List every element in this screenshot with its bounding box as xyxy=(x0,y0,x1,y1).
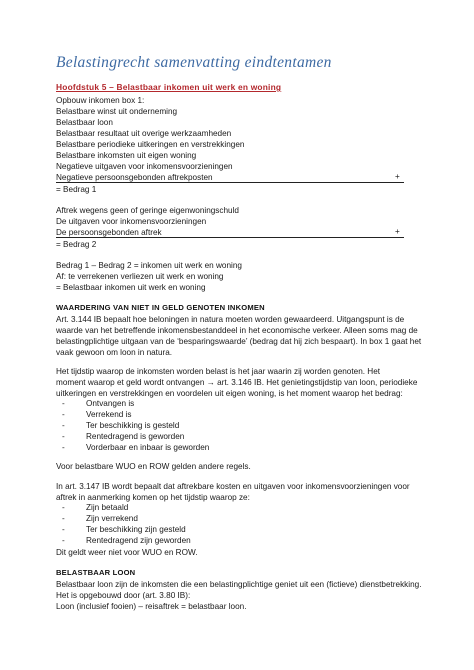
box1-item: Belastbare inkomsten uit eigen woning xyxy=(56,151,197,160)
list-item: Zijn verrekend xyxy=(86,514,138,523)
bedrag-2: = Bedrag 2 xyxy=(56,240,97,249)
list-item: Verrekend is xyxy=(86,410,132,419)
box1-label: Opbouw inkomen box 1: xyxy=(56,96,145,105)
document-title: Belastingrecht samenvatting eindtentamen xyxy=(56,54,332,71)
bedrag-1: = Bedrag 1 xyxy=(56,185,97,194)
paragraph-line: moment waarop et geld wordt ontvangen → art. 3.146 IB. Het genietingstijdstip van loon, periodieke xyxy=(56,378,418,387)
paragraph-line: Voor belastbare WUO en ROW gelden andere regels. xyxy=(56,462,251,471)
summary-line: Bedrag 1 – Bedrag 2 = inkomen uit werk en woning xyxy=(56,261,242,270)
list-item: Rentedragend zijn geworden xyxy=(86,536,191,545)
section-heading-waardering: WAARDERING VAN NIET IN GELD GENOTEN INKOMEN xyxy=(56,303,265,312)
section-heading-loon: BELASTBAAR LOON xyxy=(56,568,136,577)
box1-item: Negatieve uitgaven voor inkomensvoorzieningen xyxy=(56,162,233,171)
summary-line: = Belastbaar inkomen uit werk en woning xyxy=(56,283,206,292)
bullet-dash: - xyxy=(62,432,65,441)
list-item: Zijn betaald xyxy=(86,503,129,512)
box1-item: Belastbare winst uit onderneming xyxy=(56,107,178,116)
plus-sign: + xyxy=(395,227,400,236)
list-item: Ter beschikking is gesteld xyxy=(86,421,180,430)
paragraph-line: uitkeringen en verstrekkingen en voordelen uit eigen woning, is het moment waarop het bedrag: xyxy=(56,389,403,398)
paragraph-line: Het tijdstip waarop de inkomsten worden belast is het jaar waarin zij worden genoten. Het xyxy=(56,367,381,376)
paragraph-line: Loon (inclusief fooien) – reisaftrek = belastbaar loon. xyxy=(56,602,247,611)
bullet-dash: - xyxy=(62,399,65,408)
sum-rule xyxy=(56,182,404,183)
list-item: Ter beschikking zijn gesteld xyxy=(86,525,186,534)
paragraph-line: vaak gewoon om loon in natura. xyxy=(56,348,173,357)
plus-sign: + xyxy=(395,172,400,181)
paragraph-line: aftrek in aanmerking komen op het tijdstip waarop ze: xyxy=(56,493,250,502)
bullet-dash: - xyxy=(62,514,65,523)
list-item: Vorderbaar en inbaar is geworden xyxy=(86,443,210,452)
aftrek-item: Aftrek wegens geen of geringe eigenwoningschuld xyxy=(56,206,239,215)
list-item: Rentedragend is geworden xyxy=(86,432,185,441)
paragraph-line: Het is opgebouwd door (art. 3.80 IB): xyxy=(56,591,191,600)
box1-item: Negatieve persoonsgebonden aftrekposten xyxy=(56,173,213,182)
summary-line: Af: te verrekenen verliezen uit werk en woning xyxy=(56,272,224,281)
bullet-dash: - xyxy=(62,443,65,452)
paragraph-line: Dit geldt weer niet voor WUO en ROW. xyxy=(56,548,198,557)
aftrek-item: De persoonsgebonden aftrek xyxy=(56,228,162,237)
chapter-heading: Hoofdstuk 5 – Belastbaar inkomen uit werk en woning xyxy=(56,82,282,92)
aftrek-item: De uitgaven voor inkomensvoorzieningen xyxy=(56,217,207,226)
bullet-dash: - xyxy=(62,421,65,430)
bullet-dash: - xyxy=(62,410,65,419)
paragraph-line: In art. 3.147 IB wordt bepaalt dat aftrekbare kosten en uitgaven voor inkomensvoorzieningen voor xyxy=(56,482,410,491)
box1-item: Belastbaar resultaat uit overige werkzaamheden xyxy=(56,129,232,138)
bullet-dash: - xyxy=(62,536,65,545)
paragraph-line: waarde van het betreffende inkomensbestanddeel in het economische verkeer. Alleen soms mag de xyxy=(56,326,418,335)
paragraph-line: belastingplichtige uitgaan van de ‘besparingswaarde’ (bedrag dat hij zich bespaart). In box 1 gaat het xyxy=(56,337,422,346)
bullet-dash: - xyxy=(62,503,65,512)
box1-item: Belastbare periodieke uitkeringen en verstrekkingen xyxy=(56,140,245,149)
box1-item: Belastbaar loon xyxy=(56,118,113,127)
paragraph-line: Art. 3.144 IB bepaalt hoe beloningen in natura moeten worden gewaardeerd. Uitgangspunt is de xyxy=(56,315,405,324)
bullet-dash: - xyxy=(62,525,65,534)
paragraph-line: Belastbaar loon zijn de inkomsten die een belastingplichtige geniet uit een (fictieve) dienstbetrekking. xyxy=(56,580,422,589)
sum-rule xyxy=(56,237,404,238)
list-item: Ontvangen is xyxy=(86,399,135,408)
